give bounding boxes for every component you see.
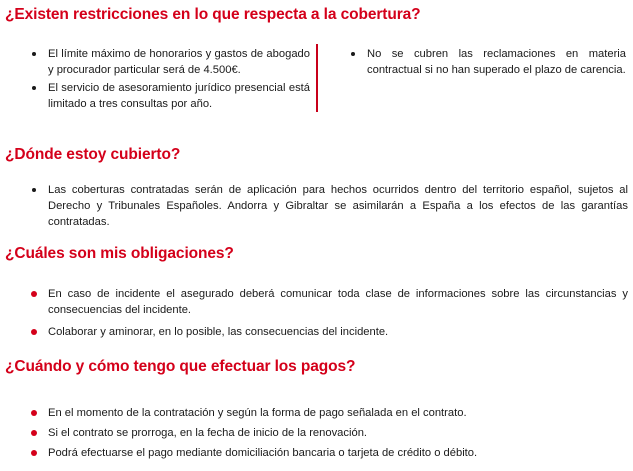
- coverage-heading: ¿Dónde estoy cubierto?: [5, 146, 181, 163]
- restrictions-right-column: [367, 46, 626, 78]
- list-item: En el momento de la contratación y según la forma de pago señalada en el contrato.: [48, 405, 628, 421]
- list-item: No se cubren las reclamaciones en materia contractual si no han superado el plazo de carencia.: [367, 48, 626, 76]
- obligations-section: [48, 286, 628, 346]
- obligations-heading: ¿Cuáles son mis obligaciones?: [5, 245, 234, 262]
- payments-heading: ¿Cuándo y cómo tengo que efectuar los pagos?: [5, 358, 356, 375]
- list-item: En caso de incidente el asegurado deberá comunicar toda clase de informaciones sobre las circunstancias y consecuencias del incidente.: [48, 288, 628, 316]
- column-divider: [316, 44, 318, 112]
- list-item: Colaborar y aminorar, en lo posible, las consecuencias del incidente.: [48, 324, 628, 340]
- coverage-section: [48, 182, 628, 230]
- list-item: Si el contrato se prorroga, en la fecha de inicio de la renovación.: [48, 425, 628, 441]
- list-item: El límite máximo de honorarios y gastos de abogado y procurador particular será de 4.500€.: [48, 48, 310, 76]
- list-item: Podrá efectuarse el pago mediante domiciliación bancaria o tarjeta de crédito o débito.: [48, 445, 628, 461]
- restrictions-heading: ¿Existen restricciones en lo que respecta a la cobertura?: [5, 6, 421, 23]
- payments-section: [48, 405, 628, 465]
- restrictions-left-column: [48, 46, 310, 114]
- list-item: El servicio de asesoramiento jurídico presencial está limitado a tres consultas por año.: [48, 82, 310, 110]
- list-item: Las coberturas contratadas serán de aplicación para hechos ocurridos dentro del territorio español, sujetos al Derecho y Tribunales Españoles. Andorra y Gibraltar se asimilarán a España a los efectos de las garantías contratadas.: [48, 184, 628, 228]
